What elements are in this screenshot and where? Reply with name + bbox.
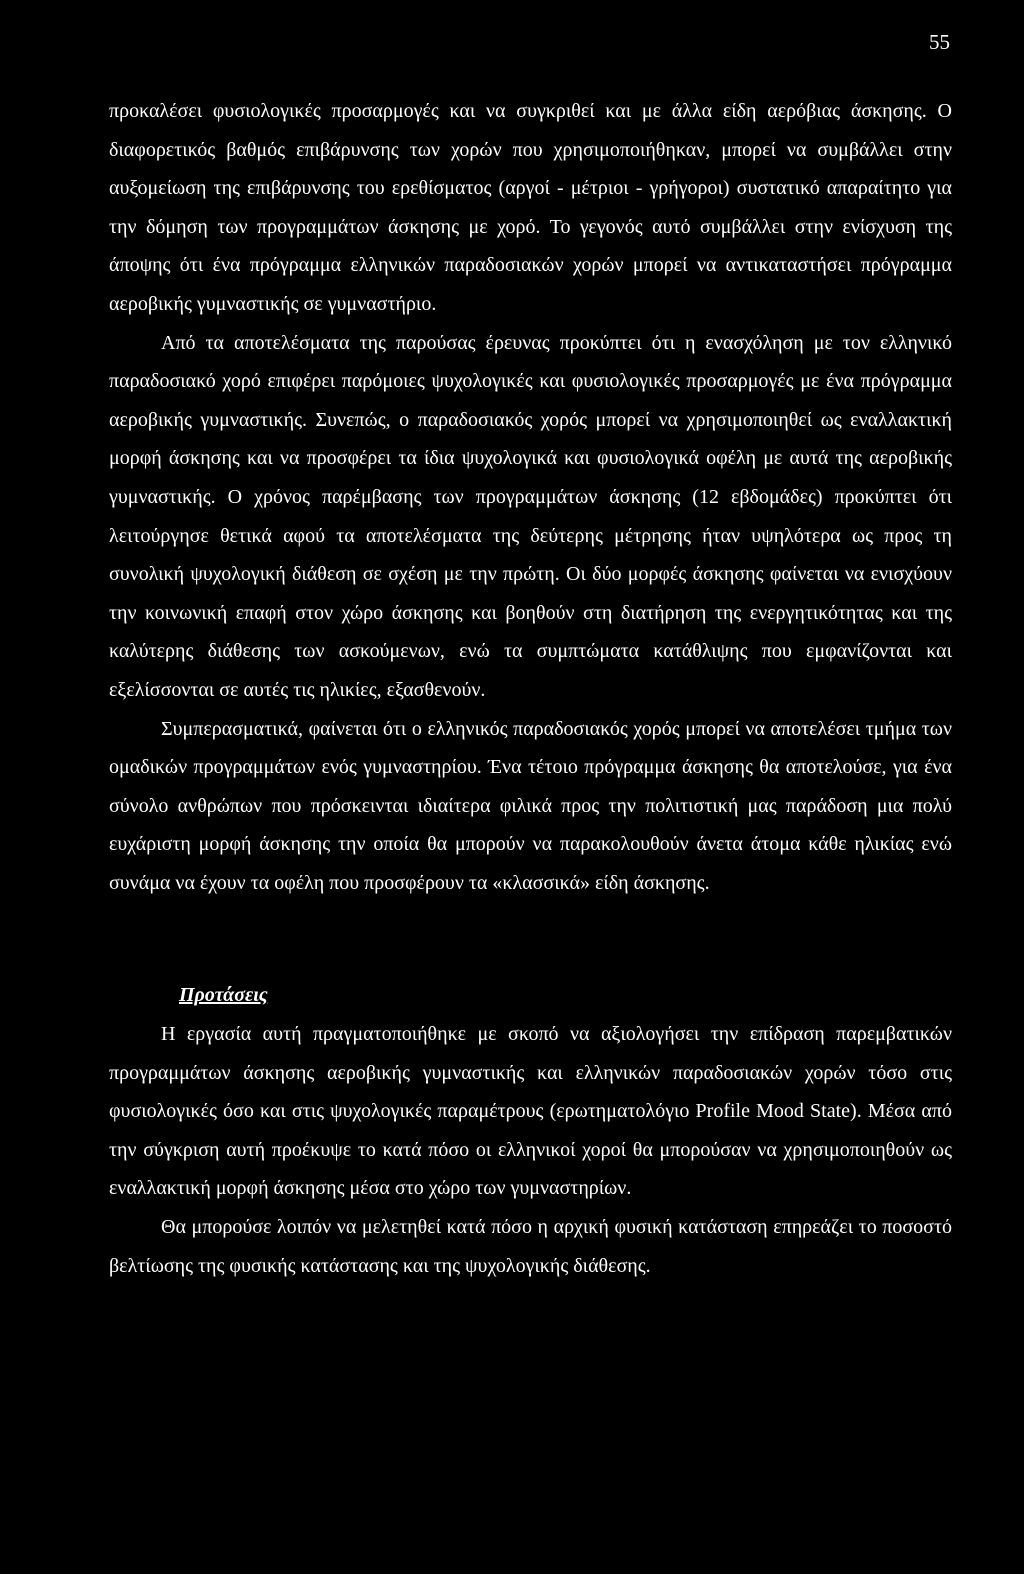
section-heading-proposals: Προτάσεις (179, 984, 268, 1007)
paragraph-conclusion: Συμπερασματικά, φαίνεται ότι ο ελληνικός παραδοσιακός χορός μπορεί να αποτελέσει τμήμα των ομαδικών προγραμμάτων ενός γυμναστηρίου. Ένα τέτοιο πρόγραμμα άσκησης θα αποτελούσε, για ένα σύνολο ανθρώπων που πρόσκεινται ιδιαίτερα φιλικά προς την πολιτιστική μας παράδοση μια πολύ ευχάριστη μορφή άσκησης την οποία θα μπορούν να παρακολουθούν άνετα άτομα κάθε ηλικίας ενώ συνάμα να έχουν τα οφέλη που προσφέρουν τα «κλασσικά» είδη άσκησης. (109, 717, 952, 894)
paragraph-proposal-2: Θα μπορούσε λοιπόν να μελετηθεί κατά πόσο η αρχική φυσική κατάσταση επηρεάζει το ποσοστό βελτίωσης της φυσικής κατάστασης και της ψυχολογικής διάθεσης. (109, 1216, 952, 1277)
paragraph-continuation: προκαλέσει φυσιολογικές προσαρμογές και να συγκριθεί και με άλλα είδη αερόβιας άσκησης. Ο διαφορετικός βαθμός επιβάρυνσης των χορών που χρησιμοποιήθηκαν, μπορεί να συμβάλλει στην αυξομείωση της επιβάρυνσης του ερεθίσματος (αργοί - μέτριοι - γρήγοροι) συστατικό απαραίτητο για την δόμηση των προγραμμάτων άσκησης με χορό. Το γεγονός αυτό συμβάλλει στην ενίσχυση της άποψης ότι ένα πρόγραμμα ελληνικών παραδοσιακών χορών μπορεί να αντικαταστήσει πρόγραμμα αεροβικής γυμναστικής σε γυμναστήριο. (109, 100, 952, 315)
page-number: 55 (929, 30, 950, 54)
paragraph-results: Από τα αποτελέσματα της παρούσας έρευνας προκύπτει ότι η ενασχόληση με τον ελληνικό παραδοσιακό χορό επιφέρει παρόμοιες ψυχολογικές και φυσιολογικές προσαρμογές με ένα πρόγραμμα αεροβικής γυμναστικής. Συνεπώς, ο παραδοσιακός χορός μπορεί να χρησιμοποιηθεί ως εναλλακτική μορφή άσκησης και να προσφέρει τα ίδια ψυχολογικά και φυσιολογικά οφέλη με αυτά της αεροβικής γυμναστικής. Ο χρόνος παρέμβασης των προγραμμάτων άσκησης (12 εβδομάδες) προκύπτει ότι λειτούργησε θετικά αφού τα αποτελέσματα της δεύτερης μέτρησης ήταν υψηλότερα ως προς τη συνολική ψυχολογική διάθεση σε σχέση με την πρώτη. Οι δύο μορφές άσκησης φαίνεται να ενισχύουν την κοινωνική επαφή στον χώρο άσκησης και βοηθούν στη διατήρηση της ενεργητικότητας και της καλύτερης διάθεσης των ασκούμενων, ενώ τα συμπτώματα κατάθλιψης που εμφανίζονται και εξελίσσονται σε αυτές τις ηλικίες, εξασθενούν. (109, 331, 952, 701)
paragraph-proposal-1: Η εργασία αυτή πραγματοποιήθηκε με σκοπό να αξιολογήσει την επίδραση παρεμβατικών προγραμμάτων άσκησης αεροβικής γυμναστικής και ελληνικών παραδοσιακών χορών τόσο στις φυσιολογικές όσο και στις ψυχολογικές παραμέτρους (ερωτηματολόγιο Profile Mood State). Μέσα από την σύγκριση αυτή προέκυψε το κατά πόσο οι ελληνικοί χοροί θα μπορούσαν να χρησιμοποιηθούν ως εναλλακτική μορφή άσκησης μέσα στο χώρο των γυμναστηρίων. (109, 1023, 952, 1200)
document-body (109, 92, 952, 1285)
